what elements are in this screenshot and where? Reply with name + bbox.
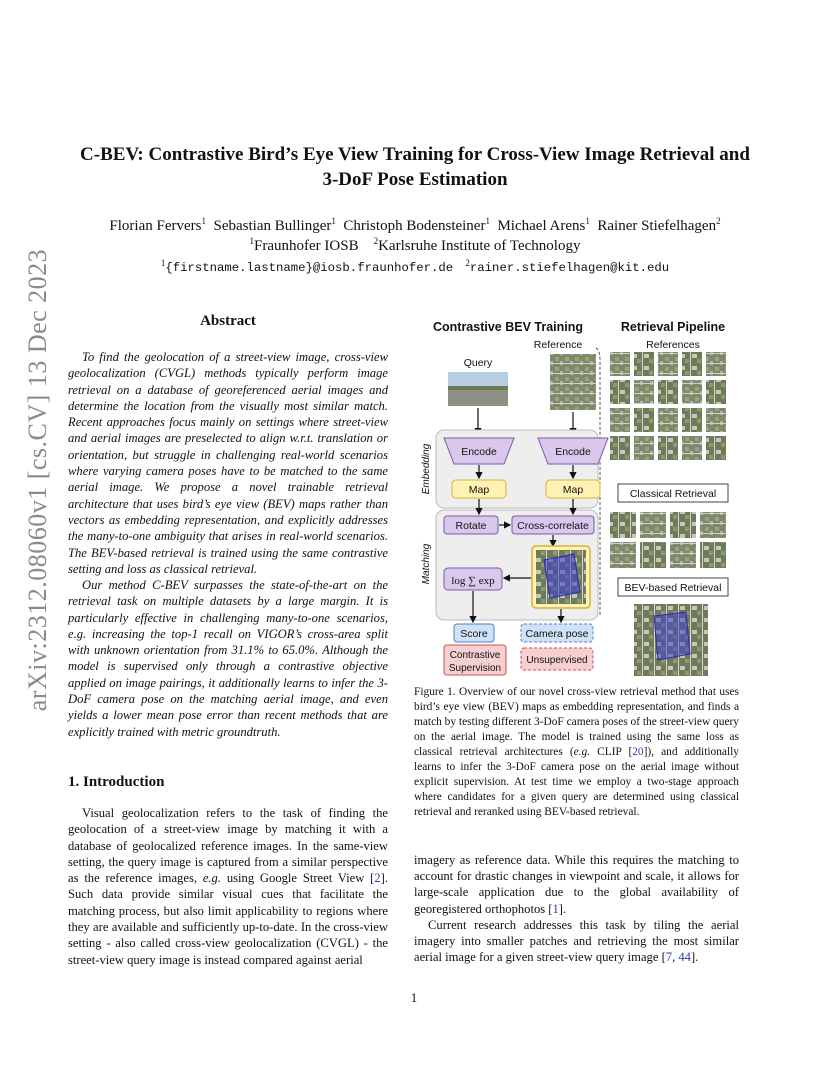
svg-text:Classical Retrieval: Classical Retrieval xyxy=(629,488,717,500)
affiliations xyxy=(60,238,770,255)
svg-text:Encode: Encode xyxy=(461,446,497,458)
svg-text:BEV-based Retrieval: BEV-based Retrieval xyxy=(624,582,722,594)
figure-caption: Figure 1. Overview of our novel cross-view retrieval method that uses bird’s eye view (BEV) maps as embedding representation, and finds a match by testing different 3-DoF camera poses of the street-view query on the aerial image. The model is trained using the same loss as classical retrieval architectures (e.g. CLIP [20]), and additionally learns to infer the 3-DoF camera pose on the aerial image without explicit supervision. At test time we employ a two-stage approach where candidates for a given query are determined using classical retrieval and reranked using BEV-based retrieval. xyxy=(414,686,740,818)
embedding-label: Embedding xyxy=(421,443,432,495)
svg-text:Supervision: Supervision xyxy=(448,663,502,674)
affiliation: $^1$Fraunhofer IOSB xyxy=(249,236,359,254)
intro-paragraph: Visual geolocalization refers to the task of finding the geolocation of a street-view image by matching it with a database of geolocalized reference images. In the same-view setting, the query image is captured from a similar perspective as the reference images, e.g. using Google Street View [2]. Such data provide similar visual cues that facilitate the matching process, but also limit applicability to regions where they are available and sufficiently up-to-date. In the cross-view setting - also called cross-view geolocalization (CVGL) - the street-view query image is instead compared against aerial xyxy=(68,806,388,967)
email[interactable]: $^2$rainer.stiefelhagen@kit.edu xyxy=(465,257,670,275)
title-line-2: 3-DoF Pose Estimation xyxy=(322,169,508,190)
author: Rainer Stiefelhagen$^2$ xyxy=(597,216,721,234)
svg-text:Cross-correlate: Cross-correlate xyxy=(517,520,589,532)
figure-title-left: Contrastive BEV Training xyxy=(432,320,584,334)
author: Christoph Bodensteiner$^1$ xyxy=(343,216,490,234)
paragraph: imagery as reference data. While this requires the matching to account for drastic changes in viewpoint and scale, it allows for large-scale application due to the global availability of georegistered orthophotos [1]. xyxy=(414,853,739,916)
pose-overlay xyxy=(544,554,580,598)
query-image xyxy=(448,372,508,406)
matching-label: Matching xyxy=(421,543,432,585)
best-match-image xyxy=(634,604,708,676)
figure-title-right: Retrieval Pipeline xyxy=(620,320,726,334)
paragraph: Current research addresses this task by tiling the aerial imagery into smaller patches and retrieving the most similar aerial image for a given street-view query image [7, 44]. xyxy=(414,917,739,965)
citation-link[interactable]: 7 xyxy=(665,950,673,965)
svg-text:Rotate: Rotate xyxy=(455,520,487,532)
query-label: Query xyxy=(463,357,493,369)
reference-aerial-image xyxy=(550,354,596,410)
svg-text:Map: Map xyxy=(562,484,584,496)
svg-text:Map: Map xyxy=(468,484,490,496)
paper-title xyxy=(60,142,770,192)
email[interactable]: $^1${firstname.lastname}@iosb.fraunhofer.de xyxy=(160,257,454,275)
svg-text:Camera pose: Camera pose xyxy=(525,628,589,640)
author: Sebastian Bullinger$^1$ xyxy=(213,216,336,234)
citation-link[interactable]: 1 xyxy=(552,901,559,916)
title-line-1: C-BEV: Contrastive Bird’s Eye View Training for Cross-View Image Retrieval and xyxy=(80,144,750,165)
citation-link[interactable]: 20 xyxy=(632,746,644,758)
arxiv-stamp xyxy=(18,180,58,780)
svg-text:Encode: Encode xyxy=(555,446,591,458)
svg-text:log ∑ exp: log ∑ exp xyxy=(451,575,495,587)
references-label: References xyxy=(646,339,700,351)
svg-text:Unsupervised: Unsupervised xyxy=(526,655,588,666)
arxiv-stamp-text: arXiv:2312.08060v1 [cs.CV] 13 Dec 2023 xyxy=(23,248,52,712)
citation-link[interactable]: 2 xyxy=(374,871,381,886)
author: Michael Arens$^1$ xyxy=(497,216,590,234)
author: Florian Fervers$^1$ xyxy=(109,216,206,234)
svg-text:Score: Score xyxy=(460,628,488,640)
abstract-paragraph-2: Our method C-BEV surpasses the state-of-the-art on the retrieval task on multiple datasets by a large margin. It is particularly effective in challenging many-to-one scenarios, e.g. increasing the top-1 recall on VIGOR’s cross-area split with unknown orientation from 31.1% to 65.0%. Although the model is supervised only through a contrastive objective applied on image pairings, it additionally learns to infer the 3-DoF camera pose on the matching aerial image, and even yields a lower mean pose error than recent methods that are explicitly trained with metric groundtruth. xyxy=(68,578,388,739)
author-list xyxy=(60,218,770,235)
page-number: 1 xyxy=(410,990,418,1005)
reference-label: Reference xyxy=(533,339,583,351)
right-column-text xyxy=(414,852,739,965)
abstract-paragraph-1: To find the geolocation of a street-view image, cross-view geolocalization (CVGL) methods typically perform image retrieval on a database of georeferenced aerial images and determine the location from the visually most similar match. Recent approaches focus mainly on settings where street-view and aerial images are preselected to align w.r.t. translation or orientation, but struggle in challenging real-world scenarios where varying camera poses have to be matched to the same aerial image. We propose a novel trainable retrieval architecture that uses bird’s eye view (BEV) maps rather than vectors as embedding representation, and explicitly addresses the many-to-one ambiguity that arises in real-world scenarios. The BEV-based retrieval is trained using the same contrastive setting and loss as classical retrieval. xyxy=(68,350,388,576)
candidate-grid xyxy=(610,512,726,568)
reference-grid xyxy=(610,352,726,460)
citation-link[interactable]: 44 xyxy=(678,950,691,965)
abstract-heading: Abstract xyxy=(200,313,256,329)
svg-text:Contrastive: Contrastive xyxy=(449,650,501,661)
figure-1 xyxy=(414,316,744,680)
affiliation: $^2$Karlsruhe Institute of Technology xyxy=(373,236,581,254)
intro-heading: 1. Introduction xyxy=(68,774,165,790)
emails xyxy=(60,257,770,275)
